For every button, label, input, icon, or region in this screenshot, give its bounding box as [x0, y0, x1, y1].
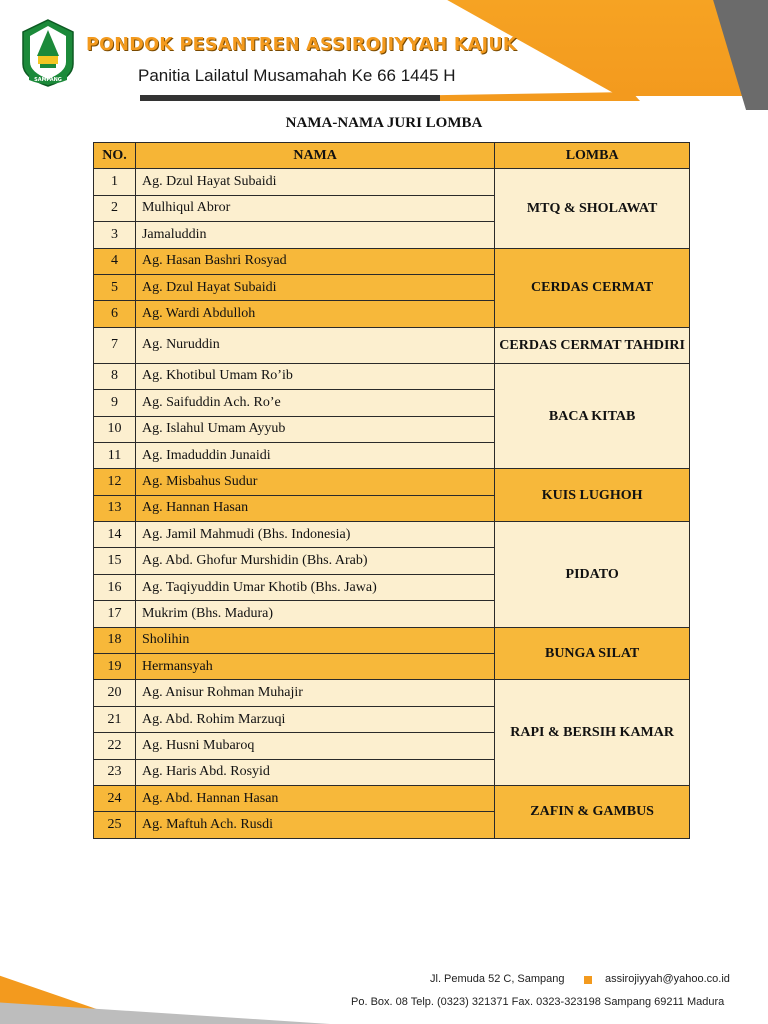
table-row — [94, 248, 690, 274]
row-no: 24 — [94, 785, 136, 811]
row-no: 14 — [94, 522, 136, 548]
table-row — [94, 363, 690, 389]
row-no: 20 — [94, 680, 136, 706]
pesantren-logo — [19, 18, 77, 88]
row-nama: Ag. Islahul Umam Ayyub — [135, 416, 494, 442]
row-nama: Ag. Taqiyuddin Umar Khotib (Bhs. Jawa) — [135, 574, 494, 600]
row-no: 17 — [94, 601, 136, 627]
lomba-cell: ZAFIN & GAMBUS — [495, 785, 690, 838]
row-nama: Ag. Dzul Hayat Subaidi — [135, 274, 494, 300]
lomba-cell: RAPI & BERSIH KAMAR — [495, 680, 690, 786]
row-nama: Sholihin — [135, 627, 494, 653]
row-no: 2 — [94, 195, 136, 221]
table-row — [94, 169, 690, 195]
row-nama: Ag. Abd. Rohim Marzuqi — [135, 706, 494, 732]
row-nama: Ag. Wardi Abdulloh — [135, 301, 494, 327]
lomba-cell: MTQ & SHOLAWAT — [495, 169, 690, 248]
table-header-row — [94, 143, 690, 169]
row-nama: Jamaluddin — [135, 222, 494, 248]
row-no: 1 — [94, 169, 136, 195]
row-nama: Mulhiqul Abror — [135, 195, 494, 221]
row-no: 15 — [94, 548, 136, 574]
row-nama: Ag. Abd. Hannan Hasan — [135, 785, 494, 811]
row-nama: Ag. Maftuh Ach. Rusdi — [135, 812, 494, 838]
header-no: NO. — [94, 143, 136, 169]
lomba-cell: BUNGA SILAT — [495, 627, 690, 680]
row-nama: Ag. Hannan Hasan — [135, 495, 494, 521]
row-no: 8 — [94, 363, 136, 389]
header-dark-rule — [140, 95, 440, 101]
row-nama: Ag. Husni Mubaroq — [135, 733, 494, 759]
row-no: 12 — [94, 469, 136, 495]
jury-table — [93, 142, 690, 839]
row-nama: Ag. Anisur Rohman Muhajir — [135, 680, 494, 706]
row-no: 3 — [94, 222, 136, 248]
header-orange-rule — [440, 92, 640, 101]
row-no: 9 — [94, 390, 136, 416]
table-row — [94, 785, 690, 811]
footer-address: Jl. Pemuda 52 C, Sampang — [430, 973, 565, 985]
row-nama: Ag. Dzul Hayat Subaidi — [135, 169, 494, 195]
row-no: 5 — [94, 274, 136, 300]
row-no: 21 — [94, 706, 136, 732]
row-nama: Ag. Nuruddin — [135, 327, 494, 363]
lomba-cell: KUIS LUGHOH — [495, 469, 690, 522]
lomba-cell: BACA KITAB — [495, 363, 690, 469]
footer-contact: Po. Box. 08 Telp. (0323) 321371 Fax. 0323-323198 Sampang 69211 Madura — [351, 996, 725, 1008]
row-nama: Ag. Abd. Ghofur Murshidin (Bhs. Arab) — [135, 548, 494, 574]
row-nama: Hermansyah — [135, 654, 494, 680]
lomba-cell: CERDAS CERMAT — [495, 248, 690, 327]
row-nama: Ag. Saifuddin Ach. Ro’e — [135, 390, 494, 416]
footer-square-icon — [584, 976, 592, 984]
row-no: 16 — [94, 574, 136, 600]
row-nama: Ag. Jamil Mahmudi (Bhs. Indonesia) — [135, 522, 494, 548]
svg-text:SAMPANG: SAMPANG — [34, 77, 62, 83]
committee-subtitle: Panitia Lailatul Musamahah Ke 66 1445 H — [138, 66, 456, 85]
table-row — [94, 522, 690, 548]
row-nama: Ag. Misbahus Sudur — [135, 469, 494, 495]
lomba-cell: CERDAS CERMAT TAHDIRI — [495, 327, 690, 363]
row-nama: Ag. Khotibul Umam Ro’ib — [135, 363, 494, 389]
row-no: 19 — [94, 654, 136, 680]
table-row — [94, 469, 690, 495]
row-no: 23 — [94, 759, 136, 785]
footer-email: assirojiyyah@yahoo.co.id — [605, 973, 730, 985]
row-no: 7 — [94, 327, 136, 363]
table-row — [94, 680, 690, 706]
row-nama: Mukrim (Bhs. Madura) — [135, 601, 494, 627]
document-title: NAMA-NAMA JURI LOMBA — [285, 115, 483, 131]
table-row — [94, 627, 690, 653]
row-nama: Ag. Haris Abd. Rosyid — [135, 759, 494, 785]
row-no: 25 — [94, 812, 136, 838]
row-no: 4 — [94, 248, 136, 274]
org-name: PONDOK PESANTREN ASSIROJIYYAH KAJUK — [86, 35, 517, 55]
row-no: 22 — [94, 733, 136, 759]
lomba-cell: PIDATO — [495, 522, 690, 628]
row-nama: Ag. Imaduddin Junaidi — [135, 442, 494, 468]
header-lomba: LOMBA — [495, 143, 690, 169]
row-no: 13 — [94, 495, 136, 521]
row-no: 6 — [94, 301, 136, 327]
row-no: 11 — [94, 442, 136, 468]
row-nama: Ag. Hasan Bashri Rosyad — [135, 248, 494, 274]
header-nama: NAMA — [135, 143, 494, 169]
row-no: 18 — [94, 627, 136, 653]
table-row — [94, 327, 690, 363]
row-no: 10 — [94, 416, 136, 442]
